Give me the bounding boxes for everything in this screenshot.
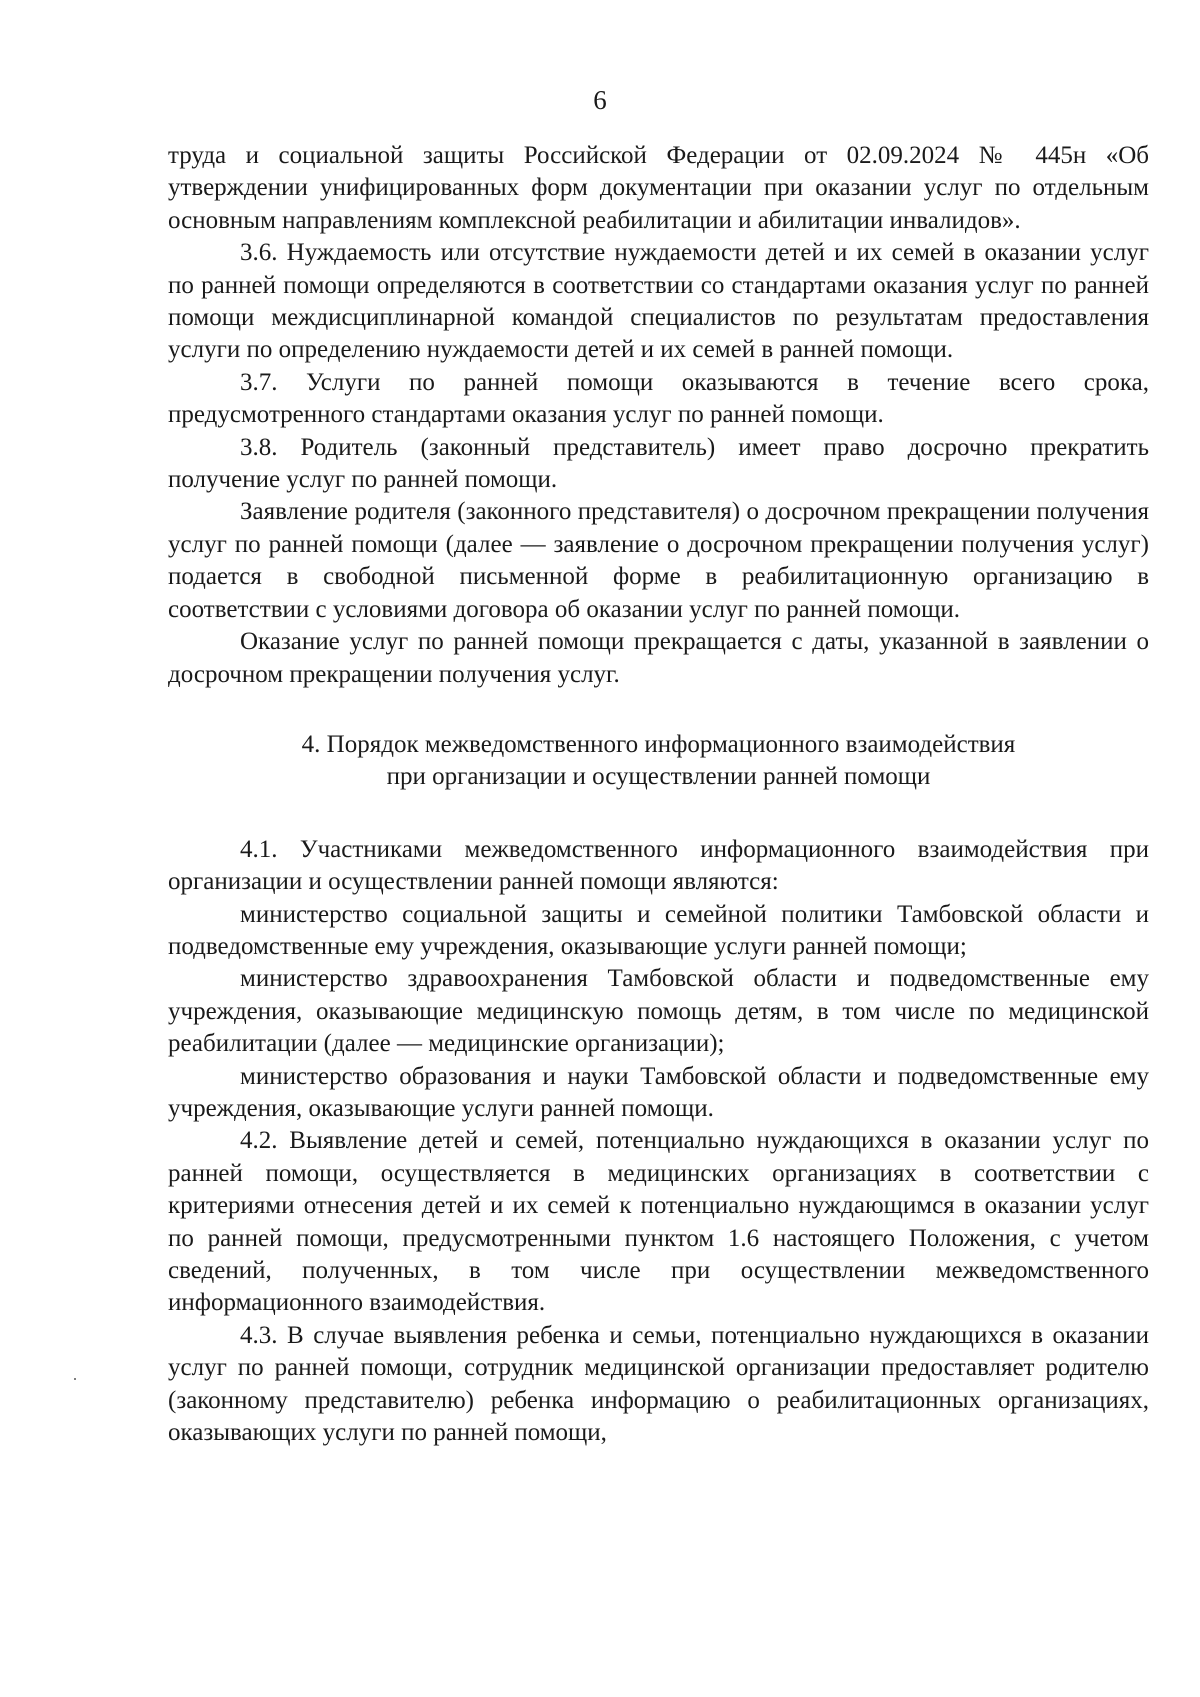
section-heading-line: 4. Порядок межведомственного информационного взаимодействия [301, 730, 1016, 758]
paragraph: Оказание услуг по ранней помощи прекращается с даты, указанной в заявлении о досрочном прекращении получения услуг. [168, 628, 1149, 688]
page-number: 6 [593, 85, 607, 115]
document-body [168, 140, 1149, 1449]
paragraph: министерство здравоохранения Тамбовской области и подведомственные ему учреждения, оказывающие медицинскую помощь детям, в том числе по медицинской реабилитации (далее — медицинские организации); [168, 965, 1149, 1058]
paragraph: 3.7. Услуги по ранней помощи оказываются в течение всего срока, предусмотренного стандартами оказания услуг по ранней помощи. [168, 368, 1149, 429]
paragraph: 4.3. В случае выявления ребенка и семьи, потенциально нуждающихся в оказании услуг по ранней помощи, сотрудник медицинской организации предоставляет родителю (законному представителю) ребенка информацию о реабилитационных организациях, оказывающих услуги по ранней помощи, [168, 1321, 1149, 1447]
paragraph: 4.2. Выявление детей и семей, потенциально нуждающихся в оказании услуг по ранней помощи, осуществляется в медицинских организациях в соответствии с критериями отнесения детей и их семей к потенциально нуждающимся в оказании услуг по ранней помощи, предусмотренными пунктом 1.6 настоящего Положения, с учетом сведений, полученных, в том числе при осуществлении межведомственного информационного взаимодействия. [168, 1127, 1149, 1317]
scan-artifact [74, 1378, 76, 1380]
paragraph: министерство социальной защиты и семейной политики Тамбовской области и подведомственные ему учреждения, оказывающие услуги ранней помощи; [168, 900, 1149, 960]
paragraph: министерство образования и науки Тамбовской области и подведомственные ему учреждения, оказывающие услуги ранней помощи. [168, 1062, 1149, 1122]
section-heading-line: при организации и осуществлении ранней помощи [386, 763, 931, 791]
paragraph: 3.8. Родитель (законный представитель) имеет право досрочно прекратить получение услуг по ранней помощи. [168, 433, 1149, 494]
section-heading [168, 729, 1149, 794]
paragraph: труда и социальной защиты Российской Федерации от 02.09.2024 № 445н «Об утверждении унифицированных форм документации при оказании услуг по отдельным основным направлениям комплексной реабилитации и абилитации инвалидов». [168, 142, 1149, 234]
paragraph: 4.1. Участниками межведомственного информационного взаимодействия при организации и осуществлении ранней помощи являются: [168, 835, 1149, 896]
paragraph: Заявление родителя (законного представителя) о досрочном прекращении получения услуг по ранней помощи (далее — заявление о досрочном прекращении получения услуг) подается в свободной письменной форме в реабилитационную организацию в соответствии с условиями договора об оказании услуг по ранней помощи. [168, 498, 1149, 623]
paragraph: 3.6. Нуждаемость или отсутствие нуждаемости детей и их семей в оказании услуг по ранней помощи определяются в соответствии со стандартами оказания услуг по ранней помощи междисциплинарной командой специалистов по результатам предоставления услуги по определению нуждаемости детей и их семей в ранней помощи. [168, 239, 1149, 364]
